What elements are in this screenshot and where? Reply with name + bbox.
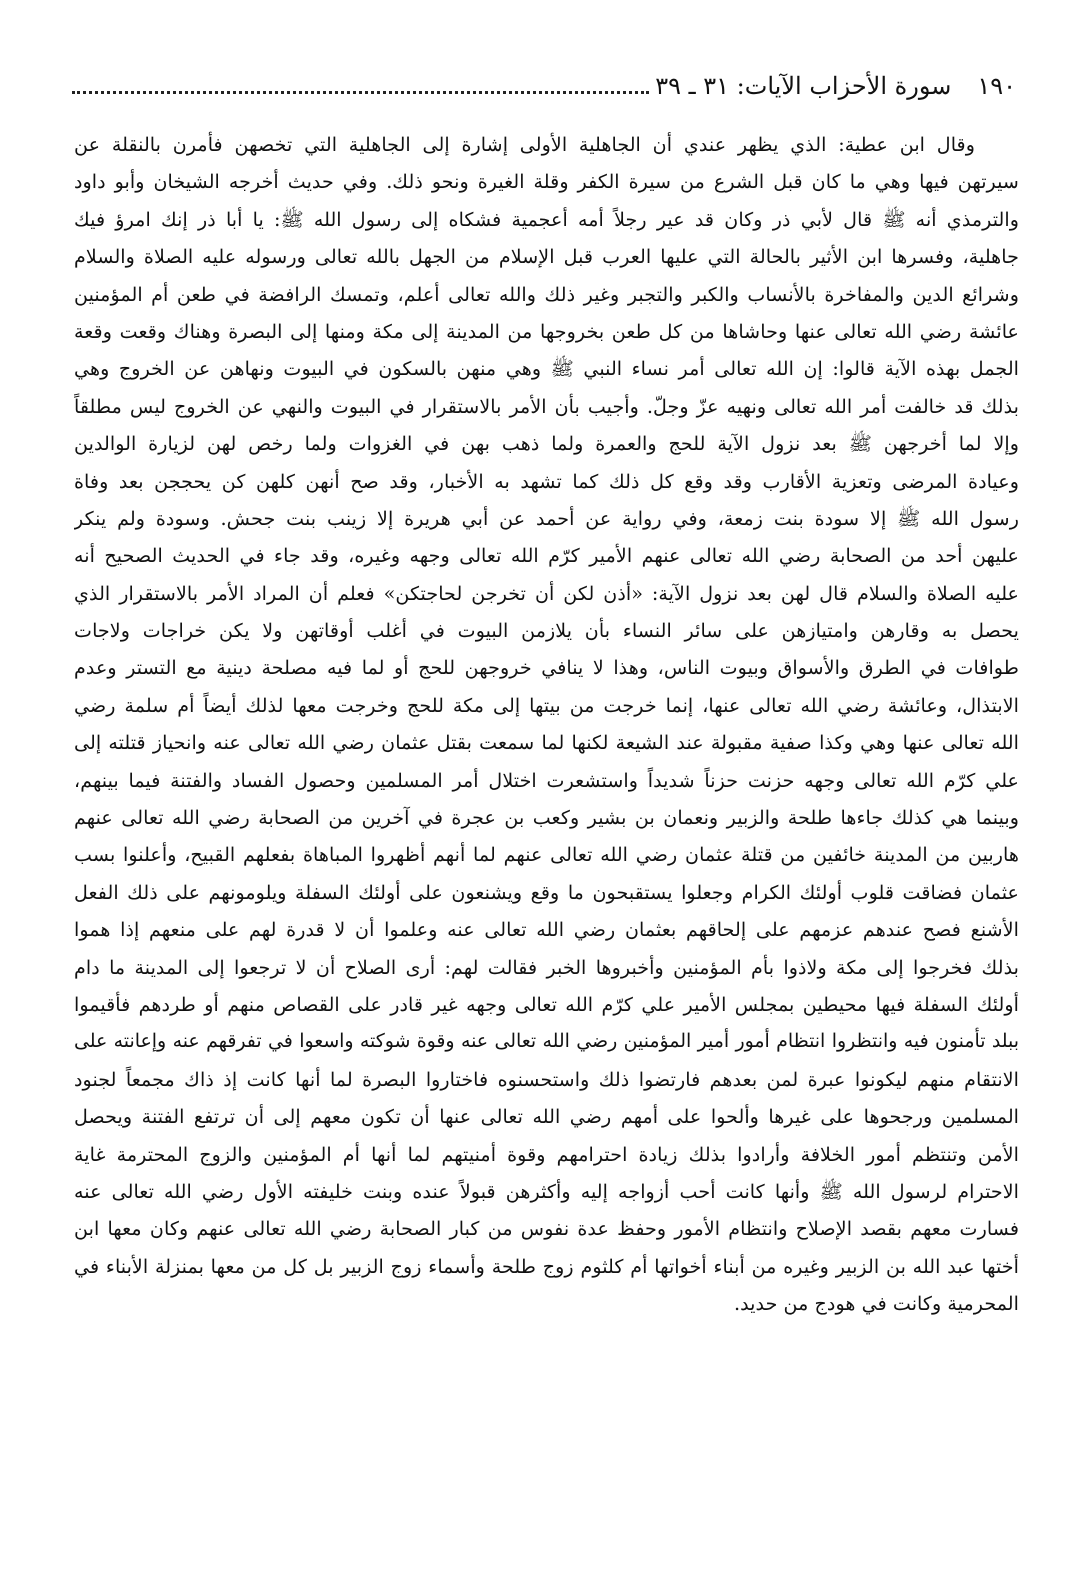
text-line: عثمان فضاقت قلوب أولئك الكرام وجعلوا يستقبحون ما وقع ويشنعون على أولئك السفلة ويلومونهم على ذلك الفعل [74, 880, 1019, 904]
text-line: جاهلية، وفسرها ابن الأثير بالحالة التي عليها العرب قبل الإسلام من الجهل بالله تعالى ورسوله عليه الصلاة والسلام [74, 245, 1019, 269]
text-line: سيرتهن فيها وهي ما كان قبل الشرع من سيرة الكفر وقلة الغيرة ونحو ذلك. وفي حديث أخرجه الشيخان وأبو داود [74, 170, 1019, 194]
text-line: الأمن وتنتظم أمور الخلافة وأرادوا بذلك زيادة احترامهم وقوة أمنيتهم لما أنها أم المؤمنين والزوج المحترمة غاية [74, 1142, 1019, 1166]
text-line: رسول الله ﷺ إلا سودة بنت زمعة، وفي رواية عن أحمد عن أبي هريرة إلا زينب بنت جحش. وسودة ولم ينكر [74, 506, 1019, 530]
text-line: الجمل بهذه الآية قالوا: إن الله تعالى أمر نساء النبي ﷺ وهي منهن بالسكون في البيوت ونهاهن عن الخروج وهي [74, 357, 1019, 381]
text-line: يحصل به وقارهن وامتيازهن على سائر النساء بأن يلازمن البيوت في أغلب أوقاتهن ولا يكن خراجات ولاجات [74, 619, 1019, 643]
text-line: عائشة رضي الله تعالى عنها وحاشاها من كل طعن بخروجها من المدينة إلى مكة ومنها إلى البصرة وهناك وقعت وقعة [74, 319, 1019, 343]
text-line: بذلك فخرجوا إلى مكة ولاذوا بأم المؤمنين وأخبروها الخبر فقالت لهم: أرى الصلاح أن لا ترجعوا إلى المدينة ما دام [74, 955, 1019, 979]
text-line: وبينما هي كذلك جاءها طلحة والزبير ونعمان بن بشير وكعب بن عجرة في آخرين من الصحابة رضي الله تعالى عنهم [74, 806, 1019, 830]
running-title: سورة الأحزاب الآيات: ٣١ ـ ٣٩ [655, 72, 952, 100]
text-line: ببلد تأمنون فيه وانتظروا انتظام أمور أمير المؤمنين رضي الله تعالى عنه وقوة شوكته واسعوا في تفرقهم عنه وإعانته على [74, 1030, 1019, 1053]
text-line: فسارت معهم بقصد الإصلاح وانتظام الأمور وحفظ عدة نفوس من كبار الصحابة رضي الله تعالى عنهم وكان معها ابن [74, 1217, 1019, 1241]
body-text [74, 126, 1019, 1323]
text-line: علي كرّم الله تعالى وجهه حزنت حزناً شديداً واستشعرت اختلال أمر المسلمين وحصول الفساد والفتنة فيما بينهم، [74, 768, 1019, 792]
text-line: وشرائع الدين والمفاخرة بالأنساب والكبر والتجبر وغير ذلك والله تعالى أعلم، وتمسك الرافضة في طعن أم المؤمنين [74, 282, 1019, 306]
text-line: عليهن أحد من الصحابة رضي الله تعالى عنهم الأمير كرّم الله تعالى وجهه وغيره، وقد جاء في الحديث الصحيح أنه [74, 544, 1019, 568]
text-line: أختها عبد الله بن الزبير وغيره من أبناء أخواتها أم كلثوم زوج طلحة وأسماء زوج الزبير بل كل من معها بمنزلة الأبناء في [74, 1254, 1019, 1278]
text-line: عليه الصلاة والسلام قال لهن بعد نزول الآية: «أذن لكن أن تخرجن لحاجتكن» فعلم أن المراد الأمر بالاستقرار الذي [74, 581, 1019, 605]
text-line: وعيادة المرضى وتعزية الأقارب وقد وقع كل ذلك كما تشهد به الأخبار، وقد صح أنهن كلهن كن يحججن بعد وفاة [74, 469, 1019, 493]
text-line: وقال ابن عطية: الذي يظهر عندي أن الجاهلية الأولى إشارة إلى الجاهلية التي تخصهن فأمرن بالنقلة عن [74, 133, 975, 156]
text-line: المسلمين ورجحوها على غيرها وألحوا على أمهم رضي الله تعالى عنها أن تكون معهم إلى أن ترتفع الفتنة ويحصل [74, 1105, 1019, 1129]
header-dotted-leader [72, 91, 649, 94]
text-line: الأشنع فصح عندهم عزمهم على إلحاقهم بعثمان رضي الله تعالى عنه وعلموا أن لا قدرة لهم على منعهم إذا هموا [74, 918, 1019, 942]
text-line: الانتقام منهم ليكونوا عبرة لمن بعدهم فارتضوا ذلك واستحسنوه فاختاروا البصرة لما أنها كانت إذ ذاك مجمعاً لجنود [74, 1067, 1019, 1091]
text-line: والترمذي أنه ﷺ قال لأبي ذر وكان قد عير رجلاً أمه أعجمية فشكاه إلى رسول الله ﷺ: يا أبا ذر إنك امرؤ فيك [74, 207, 1019, 231]
text-line: طوافات في الطرق والأسواق وبيوت الناس، وهذا لا ينافي خروجهن للحج أو لما فيه مصلحة دينية مع التستر وعدم [74, 656, 1019, 680]
text-line: الله تعالى عنها وهي وكذا صفية مقبولة عند الشيعة لكنها لما سمعت بقتل عثمان رضي الله تعالى عنه وانحياز قتلته إلى [74, 731, 1019, 755]
text-line: المحرمية وكانت في هودج من حديد. [734, 1292, 1019, 1316]
text-line: أولئك السفلة فيها محيطين بمجلس الأمير علي كرّم الله تعالى وجهه غير قادر على القصاص منهم أو طردهم فأقيموا [74, 992, 1019, 1016]
text-line: الاحترام لرسول الله ﷺ وأنها كانت أحب أزواجه إليه وأكثرهن قبولاً عنده وبنت خليفته الأول رضي الله تعالى عنه [74, 1179, 1019, 1203]
text-line: وإلا لما أخرجهن ﷺ بعد نزول الآية للحج والعمرة ولما ذهب بهن في الغزوات ولما رخص لهن لزيارة الوالدين [74, 432, 1019, 456]
text-line: الابتذال، وعائشة رضي الله تعالى عنها، إنما خرجت من بيتها إلى مكة للحج وخرجت معها لذلك أيضاً أم سلمة رضي [74, 693, 1019, 717]
text-line: بذلك قد خالفت أمر الله تعالى ونهيه عزّ وجلّ. وأجيب بأن الأمر بالاستقرار في البيوت والنهي عن الخروج ليس مطلقاً [74, 394, 1019, 418]
page-number: ١٩٠ [977, 72, 1016, 100]
page-header [66, 66, 1016, 106]
text-line: هاربين من المدينة خائفين من قتلة عثمان رضي الله تعالى عنهم لما أنهم أظهروا المباهاة بفعلهم القبيح، وأعلنوا بسب [74, 843, 1019, 867]
